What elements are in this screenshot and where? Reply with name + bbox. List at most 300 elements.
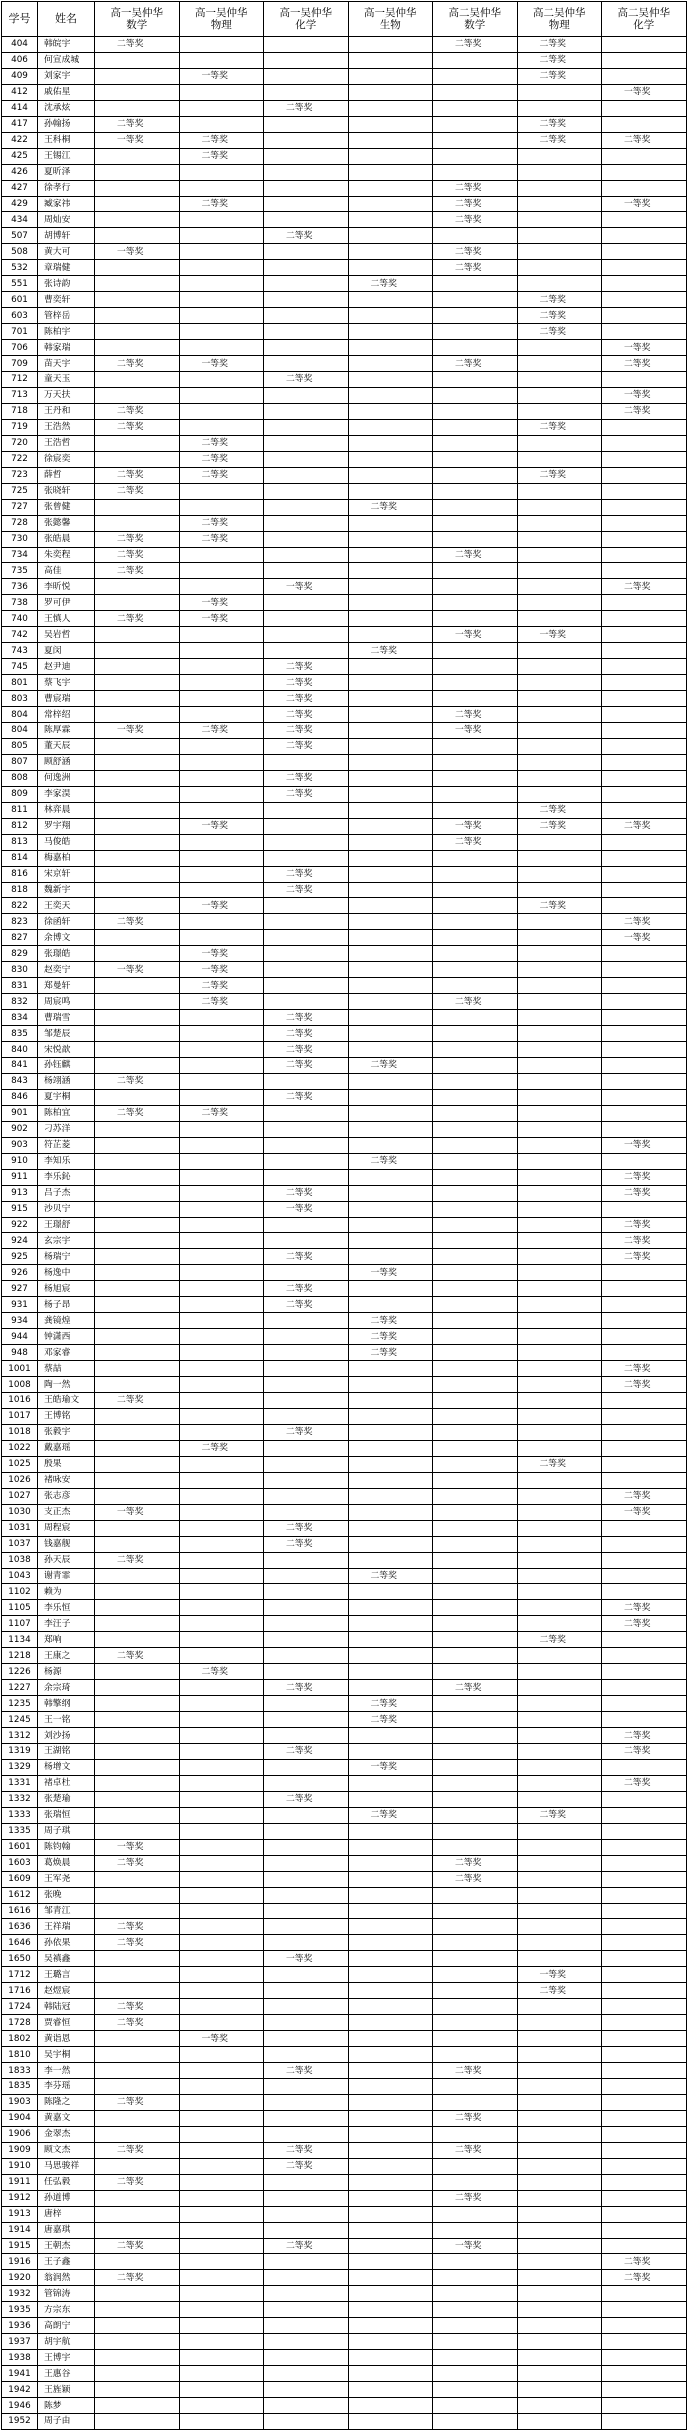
cell-name: 戚佑星 — [38, 84, 95, 100]
cell-g1-phys — [179, 1807, 264, 1823]
cell-name: 陈柏宇 — [38, 324, 95, 340]
cell-name: 顾文杰 — [38, 2142, 95, 2158]
cell-name: 褚咏安 — [38, 1472, 95, 1488]
cell-g1-phys — [179, 2206, 264, 2222]
table-row — [2, 2063, 687, 2079]
cell-g2-math — [433, 1728, 518, 1744]
cell-g1-phys — [179, 1249, 264, 1265]
cell-name: 李汪子 — [38, 1616, 95, 1632]
cell-g1-chem — [264, 1568, 349, 1584]
cell-g2-math — [433, 1105, 518, 1121]
cell-g2-phys: 二等奖 — [517, 802, 602, 818]
cell-g1-phys — [179, 84, 264, 100]
cell-g1-chem — [264, 387, 349, 403]
cell-g1-phys — [179, 1983, 264, 1999]
cell-g2-phys — [517, 1951, 602, 1967]
cell-g1-phys — [179, 1488, 264, 1504]
cell-g2-chem — [602, 467, 687, 483]
cell-id: 1218 — [2, 1648, 38, 1664]
cell-g1-chem — [264, 2110, 349, 2126]
cell-g2-chem: 二等奖 — [602, 1775, 687, 1791]
cell-id: 843 — [2, 1073, 38, 1089]
cell-id: 1329 — [2, 1759, 38, 1775]
cell-g2-phys — [517, 499, 602, 515]
cell-g2-phys — [517, 1297, 602, 1313]
table-row — [2, 2398, 687, 2414]
cell-g1-chem: 二等奖 — [264, 1791, 349, 1807]
cell-g2-phys — [517, 1408, 602, 1424]
table-row — [2, 1440, 687, 1456]
cell-id: 1601 — [2, 1839, 38, 1855]
cell-g1-phys — [179, 244, 264, 260]
cell-g2-chem — [602, 2222, 687, 2238]
cell-g1-chem: 二等奖 — [264, 1520, 349, 1536]
cell-g2-phys — [517, 2094, 602, 2110]
cell-g1-chem: 二等奖 — [264, 1536, 349, 1552]
cell-g1-math — [95, 1297, 180, 1313]
cell-g1-chem — [264, 1983, 349, 1999]
cell-g2-chem — [602, 1520, 687, 1536]
cell-g1-chem — [264, 1377, 349, 1393]
cell-g2-chem — [602, 37, 687, 53]
cell-g1-phys — [179, 1552, 264, 1568]
table-row — [2, 1935, 687, 1951]
cell-g1-bio — [348, 1408, 433, 1424]
table-row — [2, 228, 687, 244]
cell-g2-phys — [517, 1552, 602, 1568]
col-header-g2-chem: 高二吴仲华 化学 — [602, 2, 687, 37]
cell-name: 魏新宇 — [38, 882, 95, 898]
cell-id: 832 — [2, 994, 38, 1010]
cell-g1-math — [95, 387, 180, 403]
cell-g1-chem — [264, 930, 349, 946]
cell-g2-chem: 二等奖 — [602, 914, 687, 930]
cell-g2-chem — [602, 882, 687, 898]
cell-g1-phys — [179, 1967, 264, 1983]
cell-g1-bio — [348, 1983, 433, 1999]
cell-g1-bio — [348, 2414, 433, 2430]
cell-name: 李乐鈊 — [38, 1169, 95, 1185]
cell-g1-math — [95, 1536, 180, 1552]
cell-g2-math — [433, 1839, 518, 1855]
cell-g1-bio — [348, 834, 433, 850]
cell-g1-bio — [348, 1137, 433, 1153]
cell-g1-chem — [264, 1887, 349, 1903]
cell-g1-chem — [264, 1600, 349, 1616]
cell-g1-math: 一等奖 — [95, 1839, 180, 1855]
cell-g2-math — [433, 962, 518, 978]
cell-g1-phys — [179, 1584, 264, 1600]
cell-g1-bio — [348, 1393, 433, 1409]
cell-name: 邹楚辰 — [38, 1026, 95, 1042]
cell-g1-math — [95, 2206, 180, 2222]
cell-id: 827 — [2, 930, 38, 946]
cell-g1-phys: 二等奖 — [179, 978, 264, 994]
table-row — [2, 1010, 687, 1026]
table-row — [2, 1217, 687, 1233]
cell-g2-chem — [602, 1568, 687, 1584]
cell-g1-phys — [179, 1999, 264, 2015]
cell-id: 1941 — [2, 2366, 38, 2382]
cell-id: 924 — [2, 1233, 38, 1249]
cell-g1-phys — [179, 2047, 264, 2063]
cell-g2-chem: 一等奖 — [602, 340, 687, 356]
cell-g2-chem — [602, 1536, 687, 1552]
cell-g1-chem: 二等奖 — [264, 1281, 349, 1297]
cell-g1-phys — [179, 2414, 264, 2430]
cell-g1-chem — [264, 1153, 349, 1169]
cell-g1-math — [95, 802, 180, 818]
cell-g2-chem — [602, 1664, 687, 1680]
cell-g1-phys: 二等奖 — [179, 467, 264, 483]
cell-name: 董天辰 — [38, 738, 95, 754]
cell-g1-math — [95, 1345, 180, 1361]
cell-g2-math: 一等奖 — [433, 2238, 518, 2254]
cell-name: 王子鑫 — [38, 2254, 95, 2270]
cell-g1-chem — [264, 1807, 349, 1823]
cell-g1-bio — [348, 324, 433, 340]
cell-id: 1942 — [2, 2382, 38, 2398]
cell-g1-bio — [348, 1775, 433, 1791]
cell-g1-phys — [179, 1361, 264, 1377]
cell-g1-phys — [179, 707, 264, 723]
cell-id: 1906 — [2, 2126, 38, 2142]
cell-g1-phys — [179, 1345, 264, 1361]
cell-g1-bio — [348, 1743, 433, 1759]
cell-g1-chem: 二等奖 — [264, 675, 349, 691]
cell-g1-phys — [179, 643, 264, 659]
cell-g2-phys — [517, 164, 602, 180]
cell-g1-bio — [348, 467, 433, 483]
table-row — [2, 1504, 687, 1520]
cell-name: 陈厚霖 — [38, 722, 95, 738]
table-row — [2, 659, 687, 675]
cell-g2-phys — [517, 2190, 602, 2206]
cell-g2-chem — [602, 1759, 687, 1775]
cell-g1-chem — [264, 499, 349, 515]
cell-g2-math — [433, 563, 518, 579]
cell-g2-math — [433, 2206, 518, 2222]
cell-g1-phys — [179, 1743, 264, 1759]
cell-name: 钟潇西 — [38, 1329, 95, 1345]
cell-g2-phys — [517, 850, 602, 866]
cell-g2-math — [433, 930, 518, 946]
cell-id: 426 — [2, 164, 38, 180]
cell-g1-chem — [264, 1584, 349, 1600]
cell-id: 532 — [2, 260, 38, 276]
cell-id: 1903 — [2, 2094, 38, 2110]
cell-g2-math — [433, 435, 518, 451]
cell-name: 李昕悦 — [38, 579, 95, 595]
cell-g1-phys — [179, 483, 264, 499]
cell-g1-phys — [179, 2063, 264, 2079]
cell-g2-chem: 二等奖 — [602, 1233, 687, 1249]
cell-id: 805 — [2, 738, 38, 754]
cell-g1-phys — [179, 2286, 264, 2302]
cell-g2-math — [433, 1424, 518, 1440]
cell-g1-chem — [264, 164, 349, 180]
cell-g2-chem — [602, 2142, 687, 2158]
cell-name: 顾舒涵 — [38, 754, 95, 770]
cell-g2-math — [433, 802, 518, 818]
cell-g1-phys — [179, 1903, 264, 1919]
cell-g1-chem: 二等奖 — [264, 100, 349, 116]
cell-g2-chem — [602, 770, 687, 786]
cell-g1-math: 二等奖 — [95, 116, 180, 132]
cell-g2-phys — [517, 1089, 602, 1105]
cell-g2-math — [433, 1201, 518, 1217]
cell-g1-phys — [179, 547, 264, 563]
cell-g1-chem — [264, 308, 349, 324]
cell-name: 王皓瑜文 — [38, 1393, 95, 1409]
table-row — [2, 1361, 687, 1377]
cell-g1-math: 二等奖 — [95, 563, 180, 579]
cell-g2-chem — [602, 68, 687, 84]
cell-g2-phys — [517, 1887, 602, 1903]
cell-g2-phys — [517, 1600, 602, 1616]
cell-g2-chem — [602, 1999, 687, 2015]
cell-g1-math — [95, 2286, 180, 2302]
cell-g2-math — [433, 276, 518, 292]
cell-g1-phys — [179, 2158, 264, 2174]
table-row — [2, 1600, 687, 1616]
cell-g1-bio — [348, 1648, 433, 1664]
cell-g1-bio — [348, 1169, 433, 1185]
cell-id: 903 — [2, 1137, 38, 1153]
cell-name: 张晓轩 — [38, 483, 95, 499]
cell-g1-bio — [348, 1121, 433, 1137]
table-row — [2, 1520, 687, 1536]
cell-g1-phys — [179, 100, 264, 116]
cell-id: 901 — [2, 1105, 38, 1121]
cell-g1-phys — [179, 1600, 264, 1616]
cell-g2-phys — [517, 1536, 602, 1552]
table-row — [2, 180, 687, 196]
cell-name: 韩皖宇 — [38, 37, 95, 53]
cell-g1-chem — [264, 2270, 349, 2286]
cell-g1-bio: 二等奖 — [348, 1153, 433, 1169]
cell-name: 王浩哲 — [38, 435, 95, 451]
cell-g2-chem — [602, 2382, 687, 2398]
cell-id: 934 — [2, 1313, 38, 1329]
cell-g2-chem — [602, 1393, 687, 1409]
cell-id: 812 — [2, 818, 38, 834]
cell-g1-phys — [179, 324, 264, 340]
cell-g2-math — [433, 1010, 518, 1026]
cell-g2-chem: 二等奖 — [602, 1249, 687, 1265]
cell-g1-chem — [264, 1137, 349, 1153]
cell-g1-phys — [179, 1616, 264, 1632]
table-row — [2, 2334, 687, 2350]
cell-g2-math — [433, 2015, 518, 2031]
cell-id: 713 — [2, 387, 38, 403]
cell-g2-phys — [517, 2222, 602, 2238]
cell-g2-chem — [602, 1935, 687, 1951]
cell-g1-bio — [348, 1185, 433, 1201]
cell-g1-bio — [348, 1472, 433, 1488]
cell-id: 1226 — [2, 1664, 38, 1680]
table-row — [2, 707, 687, 723]
table-row — [2, 2142, 687, 2158]
cell-g2-phys — [517, 1313, 602, 1329]
cell-name: 孙道博 — [38, 2190, 95, 2206]
cell-g1-phys — [179, 2382, 264, 2398]
table-row — [2, 1728, 687, 1744]
cell-g1-math: 二等奖 — [95, 2174, 180, 2190]
cell-g1-chem — [264, 1855, 349, 1871]
awards-table — [1, 1, 687, 2430]
cell-g1-math — [95, 1696, 180, 1712]
table-row — [2, 387, 687, 403]
cell-name: 王璐言 — [38, 1967, 95, 1983]
cell-g1-chem — [264, 2414, 349, 2430]
cell-id: 720 — [2, 435, 38, 451]
cell-g2-math — [433, 2414, 518, 2430]
cell-g1-bio — [348, 2063, 433, 2079]
cell-g1-phys — [179, 1201, 264, 1217]
cell-g2-math — [433, 1073, 518, 1089]
table-row — [2, 1377, 687, 1393]
cell-g1-chem — [264, 2222, 349, 2238]
table-row — [2, 978, 687, 994]
cell-g1-math — [95, 196, 180, 212]
table-row — [2, 722, 687, 738]
cell-g2-math — [433, 483, 518, 499]
table-row — [2, 499, 687, 515]
cell-g2-chem — [602, 308, 687, 324]
cell-g1-phys — [179, 2302, 264, 2318]
cell-g1-bio — [348, 1026, 433, 1042]
cell-name: 陶一然 — [38, 1377, 95, 1393]
cell-g1-chem — [264, 547, 349, 563]
col-header-g2-phys: 高二吴仲华 物理 — [517, 2, 602, 37]
cell-g1-math — [95, 372, 180, 388]
cell-g1-bio — [348, 308, 433, 324]
cell-g2-phys — [517, 1233, 602, 1249]
cell-id: 434 — [2, 212, 38, 228]
cell-id: 1018 — [2, 1424, 38, 1440]
cell-g1-chem — [264, 611, 349, 627]
cell-g2-chem — [602, 1680, 687, 1696]
cell-name: 夏昕泽 — [38, 164, 95, 180]
cell-g2-phys: 二等奖 — [517, 419, 602, 435]
cell-name: 沈承炫 — [38, 100, 95, 116]
cell-id: 1609 — [2, 1871, 38, 1887]
cell-g1-math — [95, 1201, 180, 1217]
table-row — [2, 738, 687, 754]
cell-g2-chem — [602, 324, 687, 340]
cell-g2-phys — [517, 1855, 602, 1871]
cell-g1-phys — [179, 2222, 264, 2238]
cell-name: 梅嘉柏 — [38, 850, 95, 866]
cell-g2-math — [433, 324, 518, 340]
cell-g1-chem — [264, 435, 349, 451]
cell-g2-chem — [602, 116, 687, 132]
cell-g1-math — [95, 1983, 180, 1999]
cell-name: 王军尧 — [38, 1871, 95, 1887]
cell-g1-chem — [264, 1616, 349, 1632]
table-row — [2, 1775, 687, 1791]
cell-g1-math — [95, 1664, 180, 1680]
cell-g2-math — [433, 1089, 518, 1105]
cell-g1-bio — [348, 1855, 433, 1871]
cell-g2-chem — [602, 1058, 687, 1074]
cell-g1-bio — [348, 2110, 433, 2126]
cell-g1-chem — [264, 1329, 349, 1345]
cell-g1-phys: 一等奖 — [179, 2031, 264, 2047]
table-row — [2, 1616, 687, 1632]
cell-id: 1835 — [2, 2079, 38, 2095]
cell-g2-chem: 二等奖 — [602, 1743, 687, 1759]
cell-name: 陈钧翰 — [38, 1839, 95, 1855]
cell-g2-phys — [517, 2382, 602, 2398]
cell-g2-phys — [517, 1903, 602, 1919]
cell-g2-phys: 二等奖 — [517, 68, 602, 84]
cell-g1-math — [95, 1169, 180, 1185]
table-row — [2, 2222, 687, 2238]
cell-name: 周灿安 — [38, 212, 95, 228]
cell-g1-math — [95, 2398, 180, 2414]
cell-g2-math — [433, 770, 518, 786]
cell-g1-bio: 二等奖 — [348, 1329, 433, 1345]
cell-id: 1107 — [2, 1616, 38, 1632]
cell-g1-phys — [179, 1696, 264, 1712]
table-row — [2, 2254, 687, 2270]
cell-g1-bio — [348, 1871, 433, 1887]
cell-name: 张璟皓 — [38, 946, 95, 962]
cell-g2-chem: 二等奖 — [602, 1728, 687, 1744]
table-row — [2, 1185, 687, 1201]
cell-g1-math — [95, 2382, 180, 2398]
cell-g1-bio — [348, 37, 433, 53]
cell-id: 425 — [2, 148, 38, 164]
cell-g1-chem: 二等奖 — [264, 2238, 349, 2254]
cell-g1-math — [95, 627, 180, 643]
cell-g2-phys — [517, 483, 602, 499]
cell-g1-math — [95, 164, 180, 180]
cell-g2-math: 二等奖 — [433, 2110, 518, 2126]
cell-g2-math — [433, 850, 518, 866]
cell-g1-chem — [264, 531, 349, 547]
table-row — [2, 770, 687, 786]
cell-g1-bio — [348, 1664, 433, 1680]
cell-g2-phys — [517, 547, 602, 563]
cell-g1-phys — [179, 1121, 264, 1137]
cell-g2-phys: 二等奖 — [517, 116, 602, 132]
cell-id: 829 — [2, 946, 38, 962]
cell-g1-phys — [179, 738, 264, 754]
cell-g2-phys — [517, 100, 602, 116]
cell-g1-chem — [264, 2047, 349, 2063]
cell-g2-phys — [517, 2047, 602, 2063]
cell-g2-phys — [517, 2110, 602, 2126]
cell-g2-chem — [602, 2398, 687, 2414]
cell-g2-phys — [517, 451, 602, 467]
cell-g1-bio — [348, 1456, 433, 1472]
cell-g2-math — [433, 1408, 518, 1424]
table-row — [2, 643, 687, 659]
cell-g1-math — [95, 930, 180, 946]
cell-g2-chem: 二等奖 — [602, 1600, 687, 1616]
cell-g1-bio — [348, 1839, 433, 1855]
cell-name: 曹宸瑞 — [38, 691, 95, 707]
cell-g2-math — [433, 1329, 518, 1345]
cell-id: 1332 — [2, 1791, 38, 1807]
cell-g1-phys — [179, 834, 264, 850]
cell-name: 王璟舒 — [38, 1217, 95, 1233]
table-row — [2, 1839, 687, 1855]
cell-g2-phys: 二等奖 — [517, 1983, 602, 1999]
